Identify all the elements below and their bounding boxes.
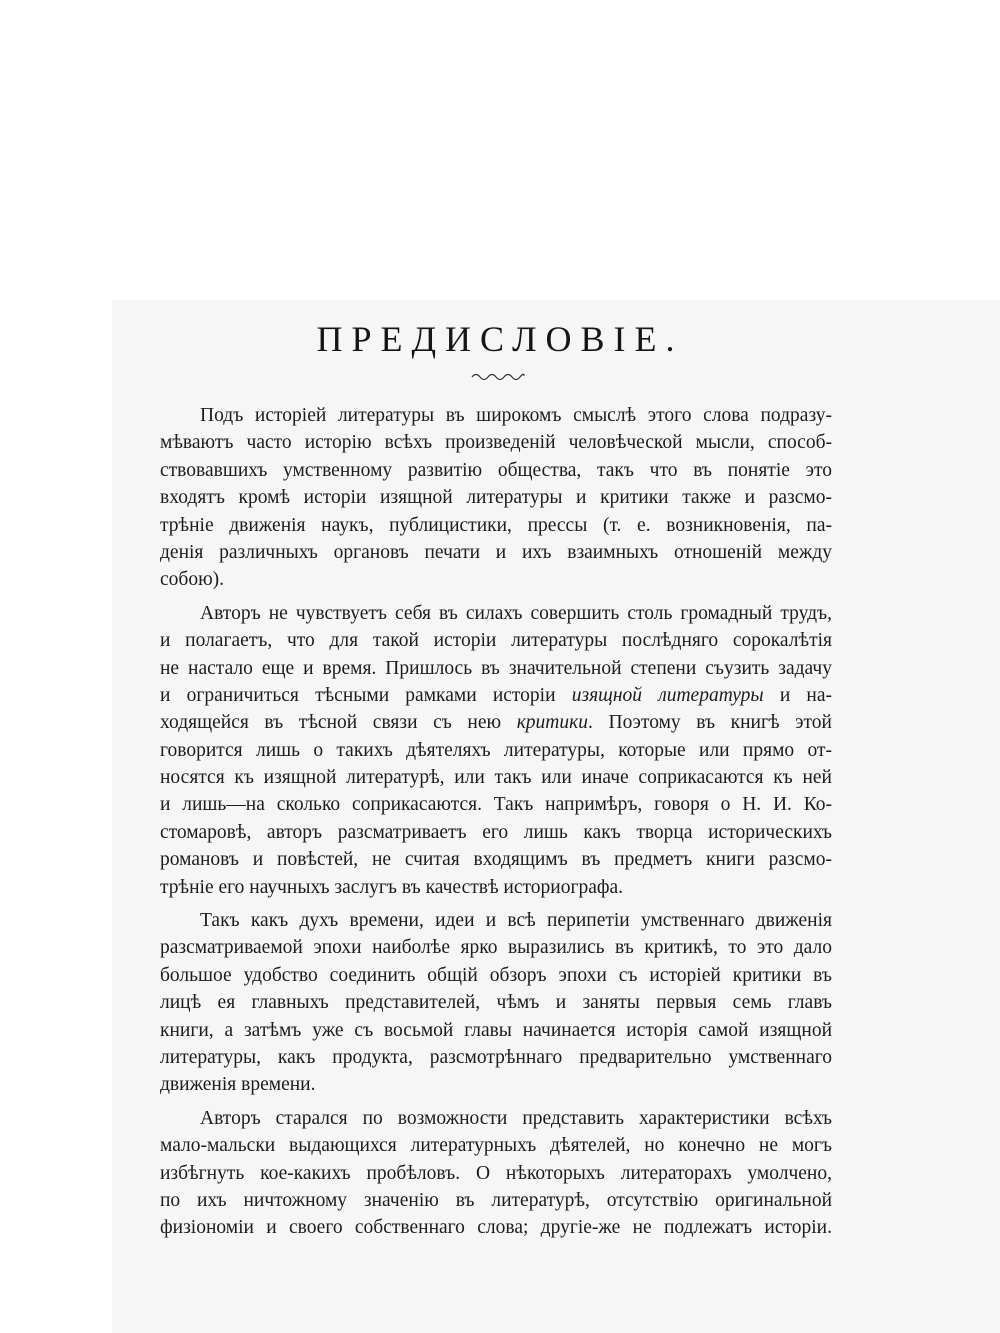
text-line: и лишь—на сколько соприкасаются. Такъ напримѣръ, говоря о Н. И. Ко-: [160, 794, 832, 816]
text-run: и ограничиться тѣсными рамками исторіи: [160, 684, 556, 706]
paragraph-1: [160, 402, 832, 594]
wavy-rule-ornament-icon: [470, 368, 526, 384]
text-line: собою).: [160, 569, 225, 591]
text-line: носятся къ изящной литературѣ, или такъ или иначе соприкасаются къ ней: [160, 767, 832, 789]
text-line: входятъ кромѣ исторіи изящной литературы и критики также и разсмо-: [160, 487, 832, 509]
italic-phrase: изящной литературы: [571, 684, 764, 706]
text-run: . Поэтому въ книгѣ этой: [588, 712, 832, 734]
text-line: движенія времени.: [160, 1074, 316, 1096]
text-line: мало-мальски выдающихся литературныхъ дѣятелей, но конечно не могъ: [160, 1135, 832, 1157]
text-line: избѣгнуть кое-какихъ пробѣловъ. О нѣкоторыхъ литераторахъ умолчено,: [160, 1162, 832, 1184]
text-line: денія различныхъ органовъ печати и ихъ взаимныхъ отношеній между: [160, 541, 832, 563]
text-line: Авторъ не чувствуетъ себя въ силахъ совершить столь громадный трудъ,: [200, 602, 832, 624]
text-line: и полагаетъ, что для такой исторіи литературы послѣдняго сорокалѣтія: [160, 630, 832, 652]
text-line: стомаровѣ, авторъ разсматриваетъ его лишь какъ творца историческихъ: [160, 821, 832, 843]
page-title: ПРЕДИСЛОВІЕ.: [316, 319, 684, 359]
text-line: физіономіи и своего собственнаго слова; другіе-же не подлежатъ исторіи.: [160, 1217, 832, 1239]
text-line: большое удобство соединить общій обзоръ эпохи съ исторіей критики въ: [160, 964, 832, 986]
paragraph-3: [160, 907, 832, 1099]
text-line: трѣніе движенія наукъ, публицистики, прессы (т. е. возникновенія, па-: [160, 514, 832, 536]
text-line: книги, а затѣмъ уже съ восьмой главы начинается исторія самой изящной: [160, 1019, 832, 1041]
text-line: [160, 682, 832, 709]
text-line: литературы, какъ продукта, разсмотрѣннаго предварительно умственнаго: [160, 1046, 832, 1068]
text-line: ствовавшихъ умственному развитію общества, такъ что въ понятіе это: [160, 459, 832, 481]
text-line: романовъ и повѣстей, не считая входящимъ въ предметъ книги разсмо-: [160, 849, 832, 871]
text-line: трѣніе его научныхъ заслугъ въ качествѣ историографа.: [160, 876, 624, 898]
italic-phrase: критики: [516, 712, 589, 734]
text-line: лицѣ ея главныхъ представителей, чѣмъ и заняты первыя семь главъ: [160, 992, 832, 1014]
text-line: говорится лишь о такихъ дѣятеляхъ литературы, которые или прямо от-: [160, 739, 832, 761]
text-run: и на-: [779, 684, 832, 706]
text-line: [160, 709, 832, 736]
text-run: ходящейся въ тѣсной связи съ нею: [160, 712, 502, 734]
text-line: разсматриваемой эпохи наиболѣе ярко выразились въ критикѣ, то это дало: [160, 937, 832, 959]
paragraph-2: [160, 600, 832, 901]
preface-text: [160, 402, 832, 1248]
text-line: по ихъ ничтожному значенію въ литературѣ, отсутствію оригинальной: [160, 1189, 832, 1211]
text-line: не настало еще и время. Пришлось въ значительной степени съузить задачу: [160, 657, 832, 679]
text-line: Авторъ старался по возможности представить характеристики всѣхъ: [200, 1107, 832, 1129]
text-line: мѣваютъ часто исторію всѣхъ произведеній человѣческой мысли, способ-: [160, 432, 832, 454]
text-line: Такъ какъ духъ времени, идеи и всѣ перипетіи умственнаго движенія: [200, 910, 832, 932]
paragraph-4: [160, 1105, 832, 1242]
text-line: Подъ исторіей литературы въ широкомъ смыслѣ этого слова подразу-: [200, 405, 832, 426]
